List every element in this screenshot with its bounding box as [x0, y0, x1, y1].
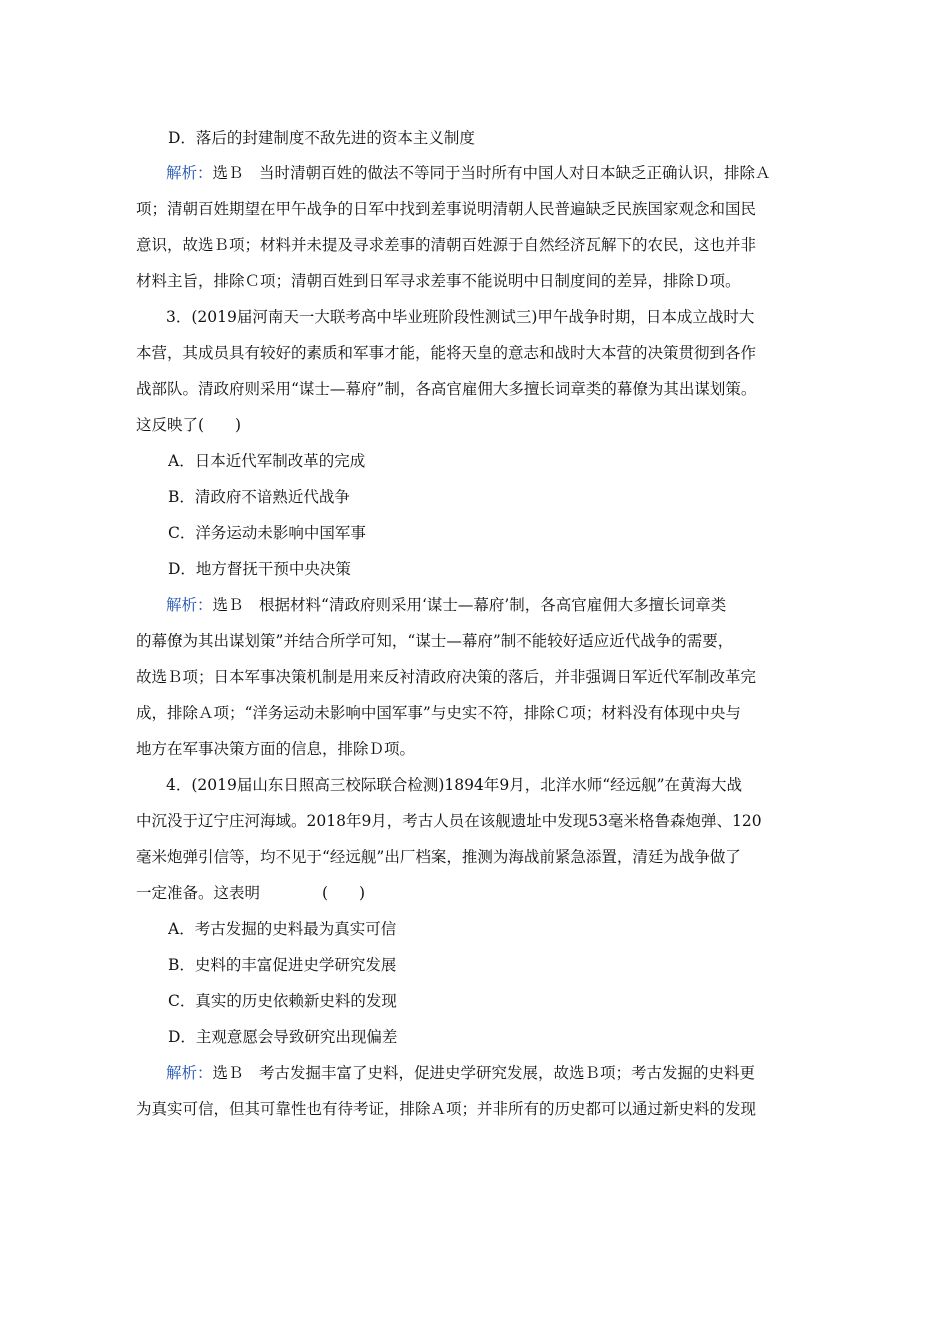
q2-analysis-line-4: 材料主旨，排除Ｃ项；清朝百姓到日军寻求差事不能说明中日制度间的差异，排除Ｄ项。 [136, 272, 741, 290]
q3-stem-line-1: 3．(2019届河南天一大联考高中毕业班阶段性测试三)甲午战争时期，日本成立战时大 [166, 308, 755, 326]
q4-option-d: D．主观意愿会导致研究出现偏差 [168, 1028, 398, 1046]
q4-stem-line-2: 中沉没于辽宁庄河海域。2018年9月，考古人员在该舰遗址中发现53毫米格鲁森炮弹、120 [136, 812, 762, 830]
q4-analysis-line-2: 为真实可信，但其可靠性也有待考证，排除Ａ项；并非所有的历史都可以通过新史料的发现 [136, 1100, 757, 1118]
q2-analysis-line-3: 意识，故选Ｂ项；材料并未提及寻求差事的清朝百姓源于自然经济瓦解下的农民，这也并非 [136, 236, 757, 254]
q2-option-d: D．落后的封建制度不敌先进的资本主义制度 [168, 129, 475, 147]
analysis-label: 解析： [166, 164, 213, 182]
q4-option-b: B．史料的丰富促进史学研究发展 [168, 956, 397, 974]
q4-analysis-line-1: 解析：选Ｂ 考古发掘丰富了史料，促进史学研究发展，故选Ｂ项；考古发掘的史料更 [166, 1064, 756, 1082]
q4-stem-line-4: 一定准备。这表明 ( ) [136, 884, 366, 902]
q3-option-b: B．清政府不谙熟近代战争 [168, 488, 350, 506]
q4-stem-line-1: 4．(2019届山东日照高三校际联合检测)1894年9月，北洋水师“经远舰”在黄海大战 [166, 776, 743, 794]
q3-stem-line-3: 战部队。清政府则采用“谋士—幕府”制，各高官雇佣大多擅长词章类的幕僚为其出谋划策。 [136, 380, 757, 398]
analysis-label: 解析： [166, 596, 213, 614]
q4-option-c: C．真实的历史依赖新史料的发现 [168, 992, 397, 1010]
q2-analysis-line-1: 解析：选Ｂ 当时清朝百姓的做法不等同于当时所有中国人对日本缺乏正确认识，排除Ａ [166, 164, 771, 182]
analysis-label: 解析： [166, 1064, 213, 1082]
q3-analysis-line-5: 地方在军事决策方面的信息，排除Ｄ项。 [136, 740, 416, 758]
q3-analysis-line-2: 的幕僚为其出谋划策”并结合所学可知，“谋士—幕府”制不能较好适应近代战争的需要， [136, 632, 734, 650]
q3-stem-line-2: 本营，其成员具有较好的素质和军事才能，能将天皇的意志和战时大本营的决策贯彻到各作 [136, 344, 757, 362]
q4-option-a: A．考古发掘的史料最为真实可信 [168, 920, 397, 938]
q3-option-d: D．地方督抚干预中央决策 [168, 560, 351, 578]
q3-analysis-line-1: 解析：选Ｂ 根据材料“清政府则采用‘谋士—幕府’制，各高官雇佣大多擅长词章类 [166, 596, 727, 614]
q4-stem-line-3: 毫米炮弹引信等，均不见于“经远舰”出厂档案，推测为海战前紧急添置，清廷为战争做了 [136, 848, 741, 866]
q3-analysis-line-4: 成，排除Ａ项；“洋务运动未影响中国军事”与史实不符，排除Ｃ项；材料没有体现中央与 [136, 704, 741, 722]
q3-analysis-line-3: 故选Ｂ项；日本军事决策机制是用来反衬清政府决策的落后，并非强调日军近代军制改革完 [136, 668, 757, 686]
q3-option-c: C．洋务运动未影响中国军事 [168, 524, 366, 542]
q2-analysis-line-2: 项；清朝百姓期望在甲午战争的日军中找到差事说明清朝人民普遍缺乏民族国家观念和国民 [136, 200, 757, 218]
q3-option-a: A．日本近代军制改革的完成 [168, 452, 366, 470]
q3-stem-line-4: 这反映了( ) [136, 416, 242, 434]
